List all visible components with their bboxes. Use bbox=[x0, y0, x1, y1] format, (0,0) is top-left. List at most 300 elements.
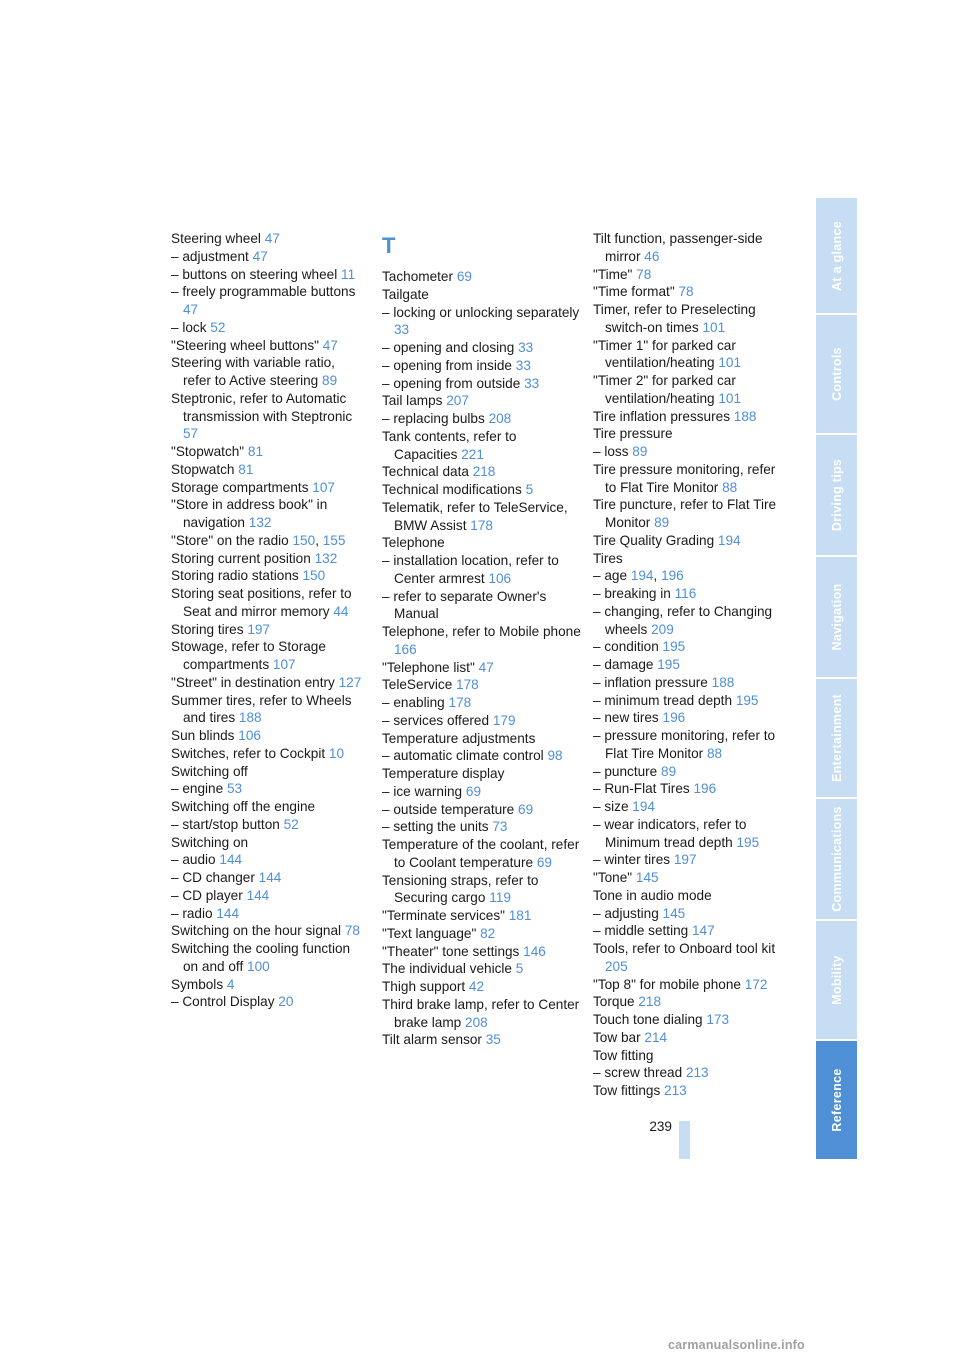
page-reference-link[interactable]: 188 bbox=[733, 408, 757, 424]
index-entry bbox=[171, 993, 363, 1011]
page-reference-link[interactable]: 166 bbox=[394, 641, 417, 657]
chapter-tab-controls[interactable] bbox=[816, 315, 857, 433]
page-reference-link[interactable]: 194 bbox=[630, 568, 654, 584]
index-entry-text: The individual vehicle bbox=[382, 961, 512, 977]
page-reference-link[interactable]: 78 bbox=[678, 284, 694, 300]
index-entry bbox=[593, 603, 788, 639]
index-entry-text: – enabling bbox=[382, 695, 445, 710]
index-entry bbox=[593, 283, 788, 301]
page-reference-link[interactable]: 208 bbox=[465, 1014, 488, 1030]
index-entry bbox=[593, 780, 788, 798]
index-entry bbox=[171, 354, 363, 390]
page-reference-link[interactable]: 47 bbox=[478, 659, 494, 675]
index-entry bbox=[593, 1064, 788, 1082]
index-entry bbox=[593, 372, 788, 408]
index-entry-text: – damage bbox=[593, 657, 654, 672]
chapter-tab-at-a-glance[interactable] bbox=[816, 198, 857, 313]
page-reference-link[interactable]: 132 bbox=[248, 515, 272, 530]
page-reference-link[interactable]: 42 bbox=[468, 979, 485, 994]
page-reference-link[interactable]: 173 bbox=[706, 1012, 730, 1027]
page-reference-link[interactable]: 172 bbox=[744, 976, 768, 992]
index-entry-text: Tire pressure monitoring, refer to Flat Tire Monitor bbox=[593, 461, 776, 495]
index-entry bbox=[171, 940, 363, 976]
page-reference-link[interactable]: 33 bbox=[518, 340, 534, 355]
index-entry-text: Storage compartments bbox=[171, 479, 309, 495]
page-reference-link[interactable]: 194 bbox=[632, 799, 655, 814]
page-reference-link[interactable]: 73 bbox=[492, 819, 508, 835]
index-entry bbox=[593, 763, 788, 781]
index-entry-text: "Theater" tone settings bbox=[382, 943, 520, 959]
index-entry bbox=[171, 319, 363, 337]
page-reference-link[interactable]: 119 bbox=[489, 890, 511, 906]
index-entry-text: Tilt function, passenger-side mirror bbox=[593, 231, 763, 264]
index-entry bbox=[171, 905, 363, 923]
index-entry-text: Telephone, refer to Mobile phone bbox=[382, 624, 581, 639]
index-column-1 bbox=[171, 230, 363, 1011]
index-entry-text: Thigh support bbox=[382, 979, 466, 994]
index-entry-text: Third brake lamp, refer to Center brake lamp bbox=[382, 996, 580, 1030]
page-reference-link[interactable]: 213 bbox=[685, 1065, 709, 1081]
page-reference-link[interactable]: 178 bbox=[448, 695, 472, 710]
index-entry-text: Summer tires, refer to Wheels and tires bbox=[171, 692, 352, 726]
index-entry bbox=[593, 550, 788, 568]
index-entry bbox=[593, 656, 788, 674]
index-entry bbox=[171, 621, 363, 639]
index-entry bbox=[593, 301, 788, 337]
chapter-tab-entertainment[interactable] bbox=[816, 679, 857, 797]
index-entry bbox=[382, 428, 582, 464]
index-entry bbox=[382, 463, 582, 481]
index-entry bbox=[593, 922, 788, 940]
index-entry bbox=[171, 798, 363, 816]
index-entry bbox=[382, 1031, 582, 1049]
index-entry-text: – adjustment bbox=[171, 248, 249, 264]
index-entry-text: "Store in address book" in navigation bbox=[171, 497, 328, 530]
page-reference-link[interactable]: 178 bbox=[470, 517, 493, 533]
index-entry bbox=[593, 905, 788, 923]
page-reference-link[interactable]: 89 bbox=[632, 444, 648, 459]
section-letter: T bbox=[382, 233, 396, 258]
page-number-bar bbox=[679, 1121, 690, 1159]
page-reference-link[interactable]: 188 bbox=[711, 674, 735, 690]
page-reference-link[interactable]: 46 bbox=[644, 248, 660, 264]
page-reference-link[interactable]: 197 bbox=[247, 621, 270, 637]
index-entry bbox=[593, 1082, 788, 1100]
page-reference-link[interactable]: 33 bbox=[524, 375, 540, 391]
page-reference-link[interactable]: 69 bbox=[456, 269, 472, 284]
index-entry bbox=[171, 390, 363, 443]
index-entry-text: "Street" in destination entry bbox=[171, 674, 335, 690]
index-entry-text: "Time" bbox=[593, 266, 633, 282]
page-reference-link[interactable]: 196 bbox=[662, 710, 686, 726]
page-reference-link[interactable]: 47 bbox=[183, 302, 199, 317]
index-entry bbox=[382, 375, 582, 393]
index-entry bbox=[382, 925, 582, 943]
index-entry-text: Telephone bbox=[382, 535, 445, 551]
index-entry bbox=[593, 976, 788, 994]
page-reference-link[interactable]: 20 bbox=[278, 994, 294, 1010]
index-entry bbox=[593, 816, 788, 852]
index-entry bbox=[382, 339, 582, 357]
index-entry bbox=[593, 692, 788, 710]
index-entry bbox=[171, 337, 363, 355]
index-entry bbox=[382, 694, 582, 712]
index-entry bbox=[593, 408, 788, 426]
page-reference-link[interactable]: 195 bbox=[657, 657, 680, 672]
chapter-tab-navigation[interactable] bbox=[816, 557, 857, 677]
index-entry bbox=[382, 836, 582, 872]
index-entry-text: – minimum tread depth bbox=[593, 692, 733, 708]
page-reference-link[interactable]: 155 bbox=[322, 532, 346, 548]
page-reference-link[interactable]: 106 bbox=[238, 728, 261, 743]
index-entry-text: Temperature adjustments bbox=[382, 730, 536, 746]
index-entry bbox=[593, 1047, 788, 1065]
index-entry-text: Switching the cooling function on and off bbox=[171, 941, 351, 974]
index-entry-text: Storing current position bbox=[171, 550, 311, 566]
index-entry-text: – lock bbox=[171, 319, 207, 335]
index-entry bbox=[593, 940, 788, 976]
index-entry bbox=[171, 922, 363, 940]
page-reference-link[interactable]: 107 bbox=[312, 479, 335, 495]
index-entry bbox=[593, 443, 788, 461]
index-entry-text: Tow bar bbox=[593, 1029, 641, 1045]
index-entry bbox=[382, 818, 582, 836]
index-entry bbox=[593, 887, 788, 905]
index-entry bbox=[382, 747, 582, 765]
page-reference-link[interactable]: 35 bbox=[485, 1032, 501, 1048]
page-reference-link[interactable]: 81 bbox=[247, 444, 264, 459]
index-entry-text: Tone in audio mode bbox=[593, 887, 712, 903]
index-entry-text: – CD changer bbox=[171, 870, 255, 885]
page-reference-link[interactable]: 89 bbox=[322, 373, 338, 388]
index-entry-text: TeleService bbox=[382, 677, 453, 693]
index-entry bbox=[171, 550, 363, 568]
page-reference-link[interactable]: 116 bbox=[674, 586, 697, 601]
page-reference-link[interactable]: 101 bbox=[718, 390, 742, 406]
index-entry-text: Tailgate bbox=[382, 286, 429, 302]
index-entry-text: Touch tone dialing bbox=[593, 1012, 703, 1027]
index-entry bbox=[382, 996, 582, 1032]
page-reference-link[interactable]: 150 bbox=[292, 532, 316, 548]
page-reference-link[interactable]: 178 bbox=[456, 677, 479, 693]
index-entry-text: Tachometer bbox=[382, 269, 454, 284]
page-reference-link[interactable]: 69 bbox=[465, 783, 482, 799]
page-reference-link[interactable]: 144 bbox=[258, 870, 282, 885]
index-entry-text: – new tires bbox=[593, 710, 659, 726]
chapter-tabs bbox=[816, 198, 857, 1161]
index-entry-text: Steering with variable ratio, refer to Active steering bbox=[171, 355, 335, 388]
index-entry bbox=[593, 461, 788, 497]
index-entry-text: – audio bbox=[171, 852, 216, 868]
page-reference-link[interactable]: 5 bbox=[515, 961, 524, 977]
index-entry-text: – installation location, refer to Center armrest bbox=[382, 553, 559, 586]
index-entry-text: Tensioning straps, refer to Securing cargo bbox=[382, 872, 539, 906]
index-entry bbox=[593, 798, 788, 816]
chapter-tab-driving-tips[interactable] bbox=[816, 435, 857, 555]
index-entry-text: "Telephone list" bbox=[382, 659, 475, 675]
chapter-tab-label: At a glance bbox=[829, 220, 844, 291]
index-entry-text: Temperature of the coolant, refer to Coolant temperature bbox=[382, 837, 580, 870]
chapter-tab-label: Entertainment bbox=[829, 694, 844, 782]
page-reference-link[interactable]: 47 bbox=[264, 231, 280, 246]
index-entry-text: Telematik, refer to TeleService, BMW Assist bbox=[382, 499, 568, 533]
index-entry-text: – winter tires bbox=[593, 852, 671, 868]
index-entry bbox=[382, 499, 582, 535]
page-reference-link[interactable]: 33 bbox=[394, 322, 410, 338]
index-entry-text: – setting the units bbox=[382, 819, 489, 835]
index-entry bbox=[171, 266, 363, 284]
index-entry bbox=[382, 960, 582, 978]
index-entry bbox=[593, 727, 788, 763]
index-entry-text: Tire pressure bbox=[593, 426, 673, 442]
index-entry-text: Storing seat positions, refer to Seat and mirror memory bbox=[171, 586, 352, 619]
page-reference-link[interactable]: 101 bbox=[718, 355, 742, 371]
index-entry-text: Tire Quality Grading bbox=[593, 532, 715, 548]
page-reference-link[interactable]: 207 bbox=[446, 393, 469, 409]
index-entry bbox=[382, 623, 582, 659]
index-entry-text: – radio bbox=[171, 905, 213, 921]
page-reference-link[interactable]: 101 bbox=[702, 319, 726, 335]
index-entry-text: Storing tires bbox=[171, 621, 244, 637]
chapter-tab-reference[interactable] bbox=[816, 1041, 857, 1159]
page-reference-link[interactable]: 195 bbox=[662, 639, 686, 655]
index-entry bbox=[593, 230, 788, 266]
index-entry-text: – locking or unlocking separately bbox=[382, 304, 580, 320]
index-entry-text: Switching on the hour signal bbox=[171, 923, 342, 939]
index-entry bbox=[593, 496, 788, 532]
page-reference-link[interactable]: 78 bbox=[344, 923, 360, 939]
index-entry bbox=[382, 286, 582, 304]
index-entry bbox=[171, 816, 363, 834]
index-entry bbox=[382, 712, 582, 730]
index-entry-text: "Time format" bbox=[593, 284, 675, 300]
index-entry bbox=[382, 907, 582, 925]
index-entry bbox=[171, 692, 363, 728]
index-entry-text: – condition bbox=[593, 639, 659, 655]
index-entry bbox=[382, 410, 582, 428]
chapter-tab-label: Communications bbox=[829, 806, 844, 912]
page-reference-link[interactable]: 78 bbox=[636, 266, 652, 282]
index-entry-text: – refer to separate Owner's Manual bbox=[382, 588, 547, 622]
page-reference-link[interactable]: 53 bbox=[226, 781, 243, 797]
chapter-tab-label: Controls bbox=[829, 347, 844, 401]
index-entry bbox=[171, 976, 363, 994]
index-entry bbox=[593, 425, 788, 443]
page-reference-link[interactable]: 132 bbox=[314, 550, 338, 566]
page-reference-link[interactable]: 52 bbox=[283, 816, 299, 832]
index-entry-text: – opening from inside bbox=[382, 357, 512, 373]
page-reference-link[interactable]: 213 bbox=[664, 1083, 687, 1098]
page-reference-link[interactable]: 88 bbox=[722, 479, 738, 495]
index-entry bbox=[171, 443, 363, 461]
index-entry-text: Technical data bbox=[382, 464, 469, 480]
index-entry bbox=[382, 357, 582, 375]
index-entry-text: – pressure monitoring, refer to Flat Tire Monitor bbox=[593, 728, 776, 761]
index-entry-text: Tire inflation pressures bbox=[593, 408, 730, 424]
index-entry-text: – engine bbox=[171, 781, 224, 797]
page-reference-link[interactable]: 47 bbox=[252, 248, 268, 264]
index-entry-text: Steptronic, refer to Automatic transmission with Steptronic bbox=[171, 390, 353, 424]
page-reference-link[interactable]: 107 bbox=[272, 657, 296, 672]
index-entry bbox=[171, 283, 363, 319]
index-entry bbox=[593, 638, 788, 656]
page-reference-link[interactable]: 144 bbox=[246, 887, 270, 903]
index-entry-text: Switches, refer to Cockpit bbox=[171, 745, 326, 761]
index-entry bbox=[382, 534, 582, 552]
index-entry bbox=[171, 496, 363, 532]
page-reference-link[interactable]: 205 bbox=[605, 958, 628, 974]
page-reference-link[interactable]: 98 bbox=[547, 748, 563, 764]
index-entry-text: – ice warning bbox=[382, 783, 463, 799]
index-entry-text: "Timer 1" for parked car ventilation/heating bbox=[593, 337, 736, 371]
index-entry-text: – changing, refer to Changing wheels bbox=[593, 603, 773, 637]
page-reference-link[interactable]: 47 bbox=[322, 337, 338, 353]
page-reference-link[interactable]: 5 bbox=[525, 482, 534, 497]
chapter-tab-label: Driving tips bbox=[829, 458, 844, 532]
index-entry bbox=[382, 304, 582, 340]
page-reference-link[interactable]: 179 bbox=[492, 712, 516, 728]
index-entry bbox=[593, 1011, 788, 1029]
index-entry-text: "Stopwatch" bbox=[171, 444, 245, 459]
index-entry bbox=[171, 248, 363, 266]
page-reference-link[interactable]: 146 bbox=[523, 943, 546, 959]
index-entry bbox=[593, 266, 788, 284]
index-entry-text: Tow fittings bbox=[593, 1083, 661, 1098]
index-entry bbox=[593, 674, 788, 692]
index-entry bbox=[171, 887, 363, 905]
index-entry bbox=[593, 709, 788, 727]
index-entry-text: – replacing bulbs bbox=[382, 411, 485, 426]
index-entry-text: Symbols bbox=[171, 976, 224, 992]
index-entry-text: Storing radio stations bbox=[171, 568, 299, 584]
chapter-tab-communications[interactable] bbox=[816, 799, 857, 919]
index-entry-text: – screw thread bbox=[593, 1065, 683, 1081]
page-reference-link[interactable]: 127 bbox=[338, 674, 362, 690]
page-reference-link[interactable]: 89 bbox=[654, 515, 670, 530]
index-entry bbox=[171, 461, 363, 479]
page-reference-link[interactable]: 214 bbox=[644, 1029, 668, 1045]
page-reference-link[interactable]: 44 bbox=[333, 603, 349, 619]
page-reference-link[interactable]: 194 bbox=[717, 532, 741, 548]
index-entry-text: "Tone" bbox=[593, 870, 633, 885]
index-entry bbox=[171, 638, 363, 674]
index-entry bbox=[171, 745, 363, 763]
page-reference-link[interactable]: 145 bbox=[662, 905, 686, 921]
index-entry: "Store" on the radio 150, 155 bbox=[171, 532, 346, 548]
index-entry bbox=[171, 780, 363, 798]
page-reference-link[interactable]: 52 bbox=[210, 319, 226, 335]
index-entry bbox=[382, 765, 582, 783]
index-entry bbox=[593, 337, 788, 373]
index-entry bbox=[593, 993, 788, 1011]
index-column-3 bbox=[593, 230, 788, 1100]
index-entry bbox=[382, 801, 582, 819]
index-entry-text: – breaking in bbox=[593, 586, 671, 601]
index-entry-text: Tank contents, refer to Capacities bbox=[382, 428, 517, 462]
page-reference-link[interactable]: 57 bbox=[183, 426, 199, 442]
page-reference-link[interactable]: 10 bbox=[328, 745, 345, 761]
index-entry-text: – outside temperature bbox=[382, 801, 515, 817]
page-reference-link[interactable]: 69 bbox=[536, 854, 552, 870]
index-entry bbox=[171, 674, 363, 692]
index-entry-text: Tires bbox=[593, 550, 623, 566]
page-reference-link[interactable]: 150 bbox=[302, 568, 326, 584]
index-entry-text: – opening from outside bbox=[382, 375, 521, 391]
index-entry-text: – Run-Flat Tires bbox=[593, 781, 690, 797]
index-entry bbox=[382, 481, 582, 499]
index-entry-text: Tools, refer to Onboard tool kit bbox=[593, 941, 776, 956]
chapter-tab-label: Mobility bbox=[829, 955, 844, 1005]
index-entry-text: "Store" on the radio bbox=[171, 532, 289, 548]
page-reference-link[interactable]: 208 bbox=[488, 411, 512, 426]
page-reference-link[interactable]: 145 bbox=[635, 870, 659, 885]
page-reference-link[interactable]: 89 bbox=[661, 763, 677, 779]
page-reference-link[interactable]: 88 bbox=[706, 745, 723, 761]
page-reference-link[interactable]: 106 bbox=[488, 570, 512, 586]
index-entry-text: – inflation pressure bbox=[593, 674, 708, 690]
page-reference-link[interactable]: 147 bbox=[692, 923, 715, 939]
index-entry-text: Sun blinds bbox=[171, 728, 235, 743]
page-reference-link[interactable]: 69 bbox=[518, 801, 534, 817]
page-reference-link[interactable]: 218 bbox=[638, 994, 662, 1010]
index-entry bbox=[593, 851, 788, 869]
page-reference-link[interactable]: 144 bbox=[216, 905, 240, 921]
index-entry-text: – freely programmable buttons bbox=[171, 284, 356, 300]
page-reference-link[interactable]: 100 bbox=[247, 958, 270, 974]
page-reference-link[interactable]: 11 bbox=[341, 266, 356, 282]
page-reference-link[interactable]: 33 bbox=[515, 357, 531, 373]
index-entry-text: – wear indicators, refer to Minimum tread depth bbox=[593, 816, 747, 850]
index-entry bbox=[593, 1029, 788, 1047]
page-reference-link[interactable]: 221 bbox=[461, 446, 484, 462]
page-reference-link[interactable]: 196 bbox=[661, 568, 684, 584]
page-reference-link[interactable]: 197 bbox=[673, 852, 697, 868]
index-entry-text: Stopwatch bbox=[171, 461, 235, 477]
page-reference-link[interactable]: 82 bbox=[480, 925, 496, 941]
page-reference-link[interactable]: 188 bbox=[238, 710, 262, 726]
index-entry bbox=[382, 676, 582, 694]
page-reference-link[interactable]: 196 bbox=[693, 781, 717, 797]
index-entry bbox=[593, 869, 788, 887]
index-entry bbox=[382, 588, 582, 624]
page-reference-link[interactable]: 195 bbox=[735, 692, 759, 708]
index-entry-text: – opening and closing bbox=[382, 340, 515, 355]
index-entry-text: – size bbox=[593, 799, 629, 814]
page-reference-link[interactable]: 218 bbox=[472, 464, 496, 480]
page-reference-link[interactable]: 209 bbox=[651, 621, 674, 637]
index-entry-text: – middle setting bbox=[593, 923, 689, 939]
page-reference-link[interactable]: 4 bbox=[226, 976, 235, 992]
index-entry bbox=[171, 869, 363, 887]
index-entry bbox=[382, 730, 582, 748]
index-entry-text: Tilt alarm sensor bbox=[382, 1032, 482, 1048]
page-reference-link[interactable]: 81 bbox=[238, 461, 254, 477]
index-entry-text: Technical modifications bbox=[382, 482, 522, 497]
index-entry-text: Switching on bbox=[171, 834, 249, 850]
index-entry-text: – services offered bbox=[382, 712, 490, 728]
page-reference-link[interactable]: 181 bbox=[508, 908, 532, 923]
index-entry bbox=[171, 567, 363, 585]
index-entry-text: Tire puncture, refer to Flat Tire Monitor bbox=[593, 497, 777, 530]
chapter-tab-mobility[interactable] bbox=[816, 921, 857, 1039]
index-entry bbox=[171, 834, 363, 852]
index-entry-text: – age bbox=[593, 568, 628, 584]
page-reference-link[interactable]: 144 bbox=[219, 852, 243, 868]
index-entry bbox=[171, 763, 363, 781]
index-entry-text: "Terminate services" bbox=[382, 908, 505, 923]
page-reference-link[interactable]: 195 bbox=[736, 834, 760, 850]
index-entry bbox=[382, 268, 582, 286]
